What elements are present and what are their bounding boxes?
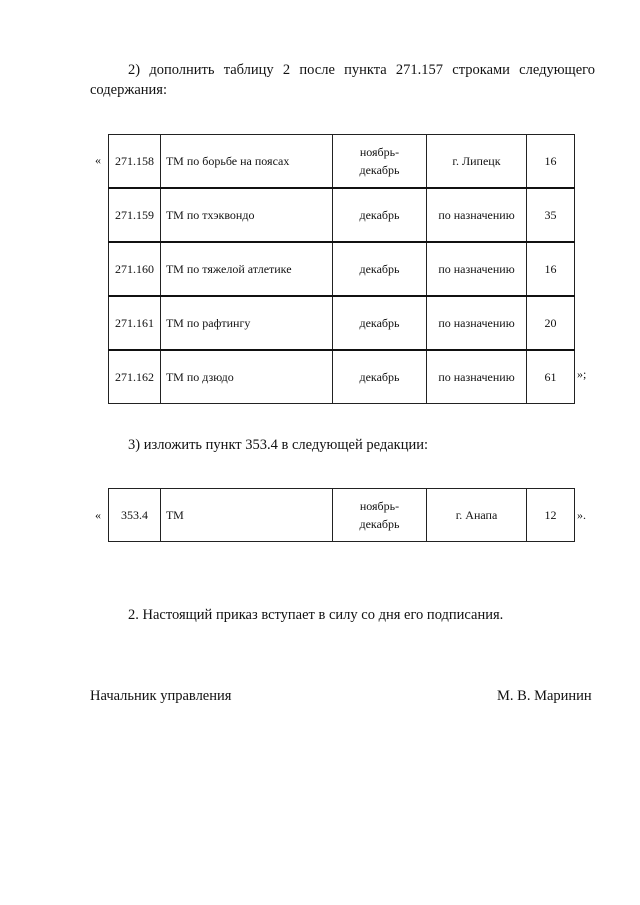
order-effective-paragraph: 2. Настоящий приказ вступает в силу со дня его подписания. [128,607,504,623]
event-place: по назначению [427,350,527,404]
signatory-position: Начальник управления [90,688,232,704]
table2-closing-quote: ». [577,508,586,522]
participant-count: 35 [527,188,575,242]
table1-closing-quote: »; [577,367,587,381]
event-period: декабрь [333,242,427,296]
event-place: г. Липецк [427,135,527,189]
event-period: декабрь [333,296,427,350]
event-period: декабрь [333,350,427,404]
item-3-paragraph: 3) изложить пункт 353.4 в следующей редакции: [128,437,428,453]
row-number: 271.160 [109,242,161,296]
participant-count: 61 [527,350,575,404]
table-row [109,242,575,296]
event-period: декабрь [333,188,427,242]
table-row [109,135,575,189]
event-name: ТМ по дзюдо [161,350,333,404]
item-2-paragraph: 2) дополнить таблицу 2 после пункта 271.157 строками следующего содержания: [90,62,595,98]
event-period: ноябрь- декабрь [333,135,427,189]
signatory-name: М. В. Маринин [497,688,592,704]
event-place: по назначению [427,188,527,242]
row-number: 271.162 [109,350,161,404]
row-number: 353.4 [109,489,161,542]
table-row [109,296,575,350]
table-row [109,350,575,404]
event-name: ТМ по рафтингу [161,296,333,350]
event-place: г. Анапа [427,489,527,542]
event-name: ТМ по тхэквондо [161,188,333,242]
table-1 [108,134,575,404]
event-name: ТМ по тяжелой атлетике [161,242,333,296]
participant-count: 16 [527,135,575,189]
table2-opening-quote: « [95,508,101,522]
event-period: ноябрь- декабрь [333,489,427,542]
event-name: ТМ [161,489,333,542]
table-row [109,489,575,542]
table1-opening-quote: « [95,153,101,167]
participant-count: 12 [527,489,575,542]
table-row [109,188,575,242]
participant-count: 16 [527,242,575,296]
event-name: ТМ по борьбе на поясах [161,135,333,189]
row-number: 271.161 [109,296,161,350]
table-2 [108,488,575,542]
participant-count: 20 [527,296,575,350]
row-number: 271.158 [109,135,161,189]
event-place: по назначению [427,296,527,350]
row-number: 271.159 [109,188,161,242]
event-place: по назначению [427,242,527,296]
